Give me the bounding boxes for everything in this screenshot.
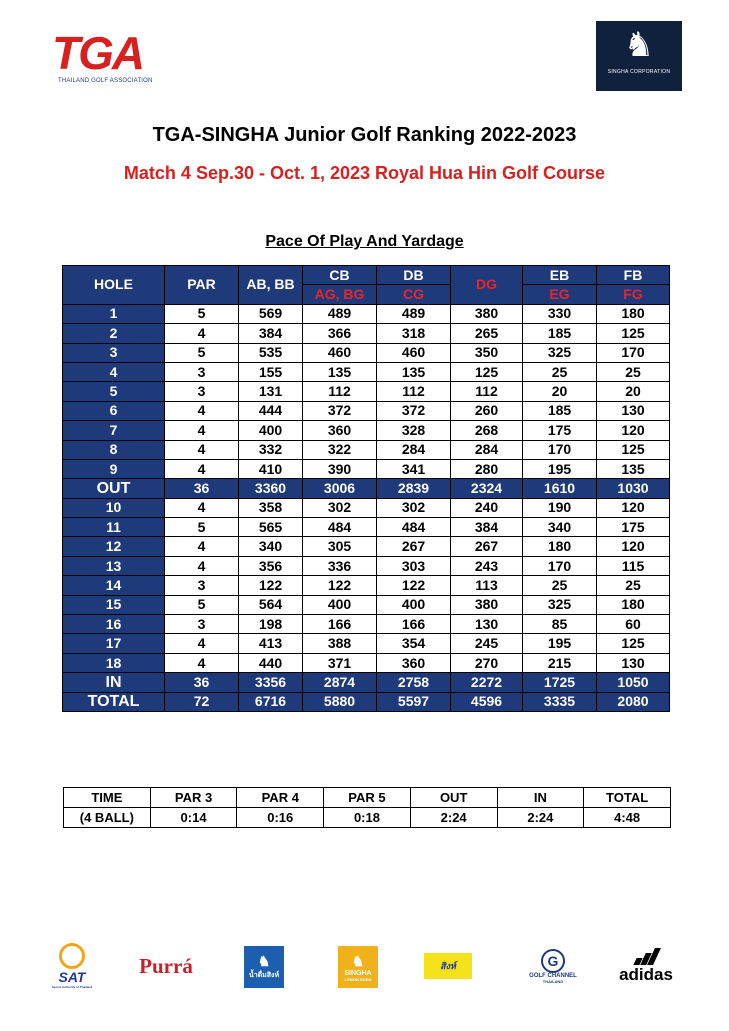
yardage-cell: 185 [523,324,597,343]
yardage-cell: 195 [523,634,597,653]
yardage-cell: 565 [239,518,303,537]
tee-header-6-top: FB [597,266,670,285]
yardage-cell: 198 [239,615,303,634]
yardage-cell: 2324 [451,479,523,498]
yardage-cell: 489 [377,304,451,323]
yardage-cell: 2758 [377,673,451,692]
header-row-top [63,266,670,285]
yardage-cell: 360 [303,421,377,440]
yardage-cell: 170 [597,343,670,362]
yardage-cell: 410 [239,459,303,478]
page-title: TGA-SINGHA Junior Golf Ranking 2022-2023 [152,124,577,146]
singha-water-logo-text: น้ำดื่มสิงห์ [248,972,280,979]
par-cell: 36 [165,673,239,692]
hole-number: 18 [63,653,165,672]
tee-header-2-top: CB [303,266,377,285]
yardage-cell: 564 [239,595,303,614]
yardage-cell: 332 [239,440,303,459]
yardage-cell: 400 [303,595,377,614]
hole-number: 13 [63,556,165,575]
summary-row [63,692,670,711]
tga-logo [52,27,162,92]
singha-beer-logo: สิงห์ [424,953,472,979]
hole-row [63,615,670,634]
par-cell: 4 [165,653,239,672]
yardage-cell: 122 [303,576,377,595]
yardage-cell: 180 [597,595,670,614]
time-header: PAR 3 [150,788,237,808]
hole-number: 14 [63,576,165,595]
yardage-cell: 175 [523,421,597,440]
yardage-cell: 265 [451,324,523,343]
hole-number: 9 [63,459,165,478]
yardage-cell: 125 [597,324,670,343]
yardage-cell: 122 [377,576,451,595]
summary-row [63,673,670,692]
yardage-table [62,265,670,712]
sat-logo [48,940,96,992]
yardage-cell: 112 [451,382,523,401]
summary-label: IN [63,673,165,692]
par-cell: 3 [165,576,239,595]
hole-row [63,421,670,440]
yardage-cell: 125 [451,362,523,381]
time-value-row [64,808,671,828]
hole-number: 16 [63,615,165,634]
yardage-cell: 25 [597,576,670,595]
golf-channel-logo-text: GOLF CHANNEL [529,972,577,979]
hole-number: 1 [63,304,165,323]
yardage-cell: 166 [303,615,377,634]
hole-number: 5 [63,382,165,401]
yardage-cell: 25 [597,362,670,381]
yardage-cell: 5880 [303,692,377,711]
par-cell: 4 [165,498,239,517]
section-title: Pace Of Play And Yardage [265,233,464,250]
yardage-cell: 260 [451,401,523,420]
yardage-cell: 372 [377,401,451,420]
yardage-cell: 125 [597,634,670,653]
yardage-cell: 380 [451,595,523,614]
yardage-cell: 390 [303,459,377,478]
yardage-cell: 356 [239,556,303,575]
par-cell: 3 [165,615,239,634]
hole-row [63,576,670,595]
par-cell: 4 [165,556,239,575]
yardage-cell: 135 [377,362,451,381]
summary-label: TOTAL [63,692,165,711]
yardage-cell: 195 [523,459,597,478]
time-value: 0:16 [237,808,324,828]
tee-header-3-top: DB [377,266,451,285]
tee-header-1: AB, BB [239,266,303,305]
par-cell: 4 [165,401,239,420]
yardage-cell: 384 [239,324,303,343]
singha-water-lion-icon: ♞ [257,953,271,969]
hole-number: 6 [63,401,165,420]
hole-row [63,518,670,537]
yardage-cell: 155 [239,362,303,381]
yardage-cell: 4596 [451,692,523,711]
yardage-cell: 460 [377,343,451,362]
yardage-cell: 3356 [239,673,303,692]
yardage-cell: 444 [239,401,303,420]
yardage-cell: 112 [377,382,451,401]
singha-logo-text: SINGHA CORPORATION [607,69,671,75]
tee-header-5-bottom: EG [523,285,597,304]
yardage-cell: 489 [303,304,377,323]
yardage-cell: 284 [451,440,523,459]
hole-row [63,537,670,556]
hole-number: 2 [63,324,165,343]
yardage-cell: 388 [303,634,377,653]
yardage-cell: 341 [377,459,451,478]
yardage-cell: 340 [523,518,597,537]
hole-row [63,440,670,459]
yardage-cell: 2874 [303,673,377,692]
yardage-cell: 113 [451,576,523,595]
adidas-stripes-icon [635,947,657,965]
yardage-cell: 284 [377,440,451,459]
tee-header-4: DG [451,266,523,305]
hole-row [63,498,670,517]
yardage-cell: 302 [377,498,451,517]
hole-row [63,653,670,672]
singha-lion-icon: ♞ [623,26,655,64]
yardage-cell: 1610 [523,479,597,498]
sat-logo-text: SAT [58,969,86,985]
yardage-cell: 120 [597,537,670,556]
hole-number: 3 [63,343,165,362]
yardage-cell: 20 [597,382,670,401]
yardage-cell: 243 [451,556,523,575]
yardage-cell: 330 [523,304,597,323]
yardage-cell: 190 [523,498,597,517]
yardage-cell: 336 [303,556,377,575]
time-header: PAR 4 [237,788,324,808]
tee-header-5-top: EB [523,266,597,285]
yardage-cell: 85 [523,615,597,634]
adidas-logo-text: adidas [619,965,673,984]
hole-row [63,382,670,401]
yardage-cell: 380 [451,304,523,323]
yardage-cell: 267 [377,537,451,556]
hole-row [63,556,670,575]
hole-number: 15 [63,595,165,614]
yardage-cell: 400 [239,421,303,440]
yardage-cell: 325 [523,343,597,362]
par-cell: 4 [165,459,239,478]
yardage-cell: 25 [523,576,597,595]
yardage-cell: 130 [451,615,523,634]
par-header: PAR [165,266,239,305]
tee-header-6-bottom: FG [597,285,670,304]
golf-channel-logo-sub: THAILAND [542,978,564,984]
yardage-cell: 135 [303,362,377,381]
yardage-cell: 384 [451,518,523,537]
yardage-cell: 130 [597,653,670,672]
yardage-cell: 267 [451,537,523,556]
hole-number: 8 [63,440,165,459]
yardage-cell: 170 [523,556,597,575]
yardage-cell: 322 [303,440,377,459]
tga-logo-sub: THAILAND GOLF ASSOCIATION [58,78,153,84]
yardage-cell: 175 [597,518,670,537]
singha-water-logo [244,946,284,988]
yardage-cell: 180 [523,537,597,556]
yardage-cell: 60 [597,615,670,634]
par-cell: 4 [165,324,239,343]
yardage-cell: 413 [239,634,303,653]
yardage-cell: 166 [377,615,451,634]
yardage-cell: 3335 [523,692,597,711]
yardage-cell: 484 [303,518,377,537]
hole-number: 17 [63,634,165,653]
yardage-cell: 328 [377,421,451,440]
yardage-cell: 371 [303,653,377,672]
hole-number: 10 [63,498,165,517]
singha-soda-logo [338,946,378,988]
adidas-logo [614,940,678,992]
sat-logo-sub: Sports Authority of Thailand [51,985,93,989]
time-value: 2:24 [497,808,584,828]
yardage-cell: 135 [597,459,670,478]
yardage-cell: 3360 [239,479,303,498]
par-cell: 3 [165,362,239,381]
singha-soda-lion-icon: ♞ [351,952,365,969]
par-cell: 5 [165,304,239,323]
yardage-cell: 115 [597,556,670,575]
yardage-cell: 245 [451,634,523,653]
yardage-cell: 302 [303,498,377,517]
yardage-cell: 125 [597,440,670,459]
time-value: 4:48 [584,808,671,828]
hole-row [63,595,670,614]
yardage-cell: 318 [377,324,451,343]
yardage-cell: 6716 [239,692,303,711]
hole-number: 11 [63,518,165,537]
yardage-cell: 460 [303,343,377,362]
yardage-cell: 366 [303,324,377,343]
yardage-cell: 340 [239,537,303,556]
yardage-cell: 122 [239,576,303,595]
par-cell: 5 [165,518,239,537]
yardage-cell: 1725 [523,673,597,692]
yardage-cell: 354 [377,634,451,653]
hole-row [63,634,670,653]
hole-header: HOLE [63,266,165,305]
hole-row [63,324,670,343]
yardage-cell: 569 [239,304,303,323]
time-value: 0:18 [324,808,411,828]
yardage-cell: 268 [451,421,523,440]
yardage-cell: 270 [451,653,523,672]
yardage-cell: 2080 [597,692,670,711]
time-header: TOTAL [584,788,671,808]
yardage-cell: 112 [303,382,377,401]
tga-logo-mark: TGA [52,27,144,79]
par-cell: 4 [165,537,239,556]
yardage-cell: 131 [239,382,303,401]
yardage-cell: 325 [523,595,597,614]
yardage-cell: 2839 [377,479,451,498]
yardage-cell: 400 [377,595,451,614]
time-header: TIME [64,788,151,808]
yardage-cell: 170 [523,440,597,459]
hole-row [63,343,670,362]
page-subtitle: Match 4 Sep.30 - Oct. 1, 2023 Royal Hua Hin Golf Course [123,163,606,183]
yardage-cell: 185 [523,401,597,420]
yardage-cell: 5597 [377,692,451,711]
par-cell: 4 [165,634,239,653]
tee-header-3-bottom: CG [377,285,451,304]
yardage-cell: 535 [239,343,303,362]
singha-soda-logo-sub: LEMON SODA [344,976,372,982]
yardage-cell: 120 [597,421,670,440]
singha-logo [596,21,682,91]
golf-channel-logo [522,940,584,992]
yardage-cell: 130 [597,401,670,420]
yardage-cell: 350 [451,343,523,362]
time-value: 0:14 [150,808,237,828]
yardage-cell: 1030 [597,479,670,498]
yardage-cell: 120 [597,498,670,517]
hole-row [63,459,670,478]
hole-number: 4 [63,362,165,381]
yardage-cell: 358 [239,498,303,517]
yardage-cell: 280 [451,459,523,478]
par-cell: 4 [165,440,239,459]
singha-soda-logo-text: SINGHA [344,969,372,977]
yardage-cell: 240 [451,498,523,517]
yardage-cell: 3006 [303,479,377,498]
hole-row [63,304,670,323]
time-header-row [64,788,671,808]
time-value: 2:24 [410,808,497,828]
par-cell: 36 [165,479,239,498]
time-header: OUT [410,788,497,808]
yardage-cell: 305 [303,537,377,556]
hole-number: 7 [63,421,165,440]
par-cell: 5 [165,343,239,362]
summary-label: OUT [63,479,165,498]
yardage-cell: 303 [377,556,451,575]
hole-row [63,362,670,381]
time-value: (4 BALL) [64,808,151,828]
par-cell: 5 [165,595,239,614]
yardage-cell: 25 [523,362,597,381]
hole-row [63,401,670,420]
par-cell: 3 [165,382,239,401]
yardage-cell: 372 [303,401,377,420]
yardage-cell: 360 [377,653,451,672]
summary-row [63,479,670,498]
yardage-cell: 2272 [451,673,523,692]
par-cell: 72 [165,692,239,711]
tee-header-2-bottom: AG, BG [303,285,377,304]
yardage-cell: 215 [523,653,597,672]
golf-channel-g-icon: G [541,949,565,973]
yardage-cell: 1050 [597,673,670,692]
time-header: IN [497,788,584,808]
sat-rings-icon [59,943,85,969]
yardage-cell: 180 [597,304,670,323]
par-cell: 4 [165,421,239,440]
yardage-cell: 20 [523,382,597,401]
hole-number: 12 [63,537,165,556]
yardage-cell: 484 [377,518,451,537]
time-header: PAR 5 [324,788,411,808]
pace-of-play-table [63,787,671,828]
purra-logo: Purrá [139,953,193,978]
yardage-cell: 440 [239,653,303,672]
